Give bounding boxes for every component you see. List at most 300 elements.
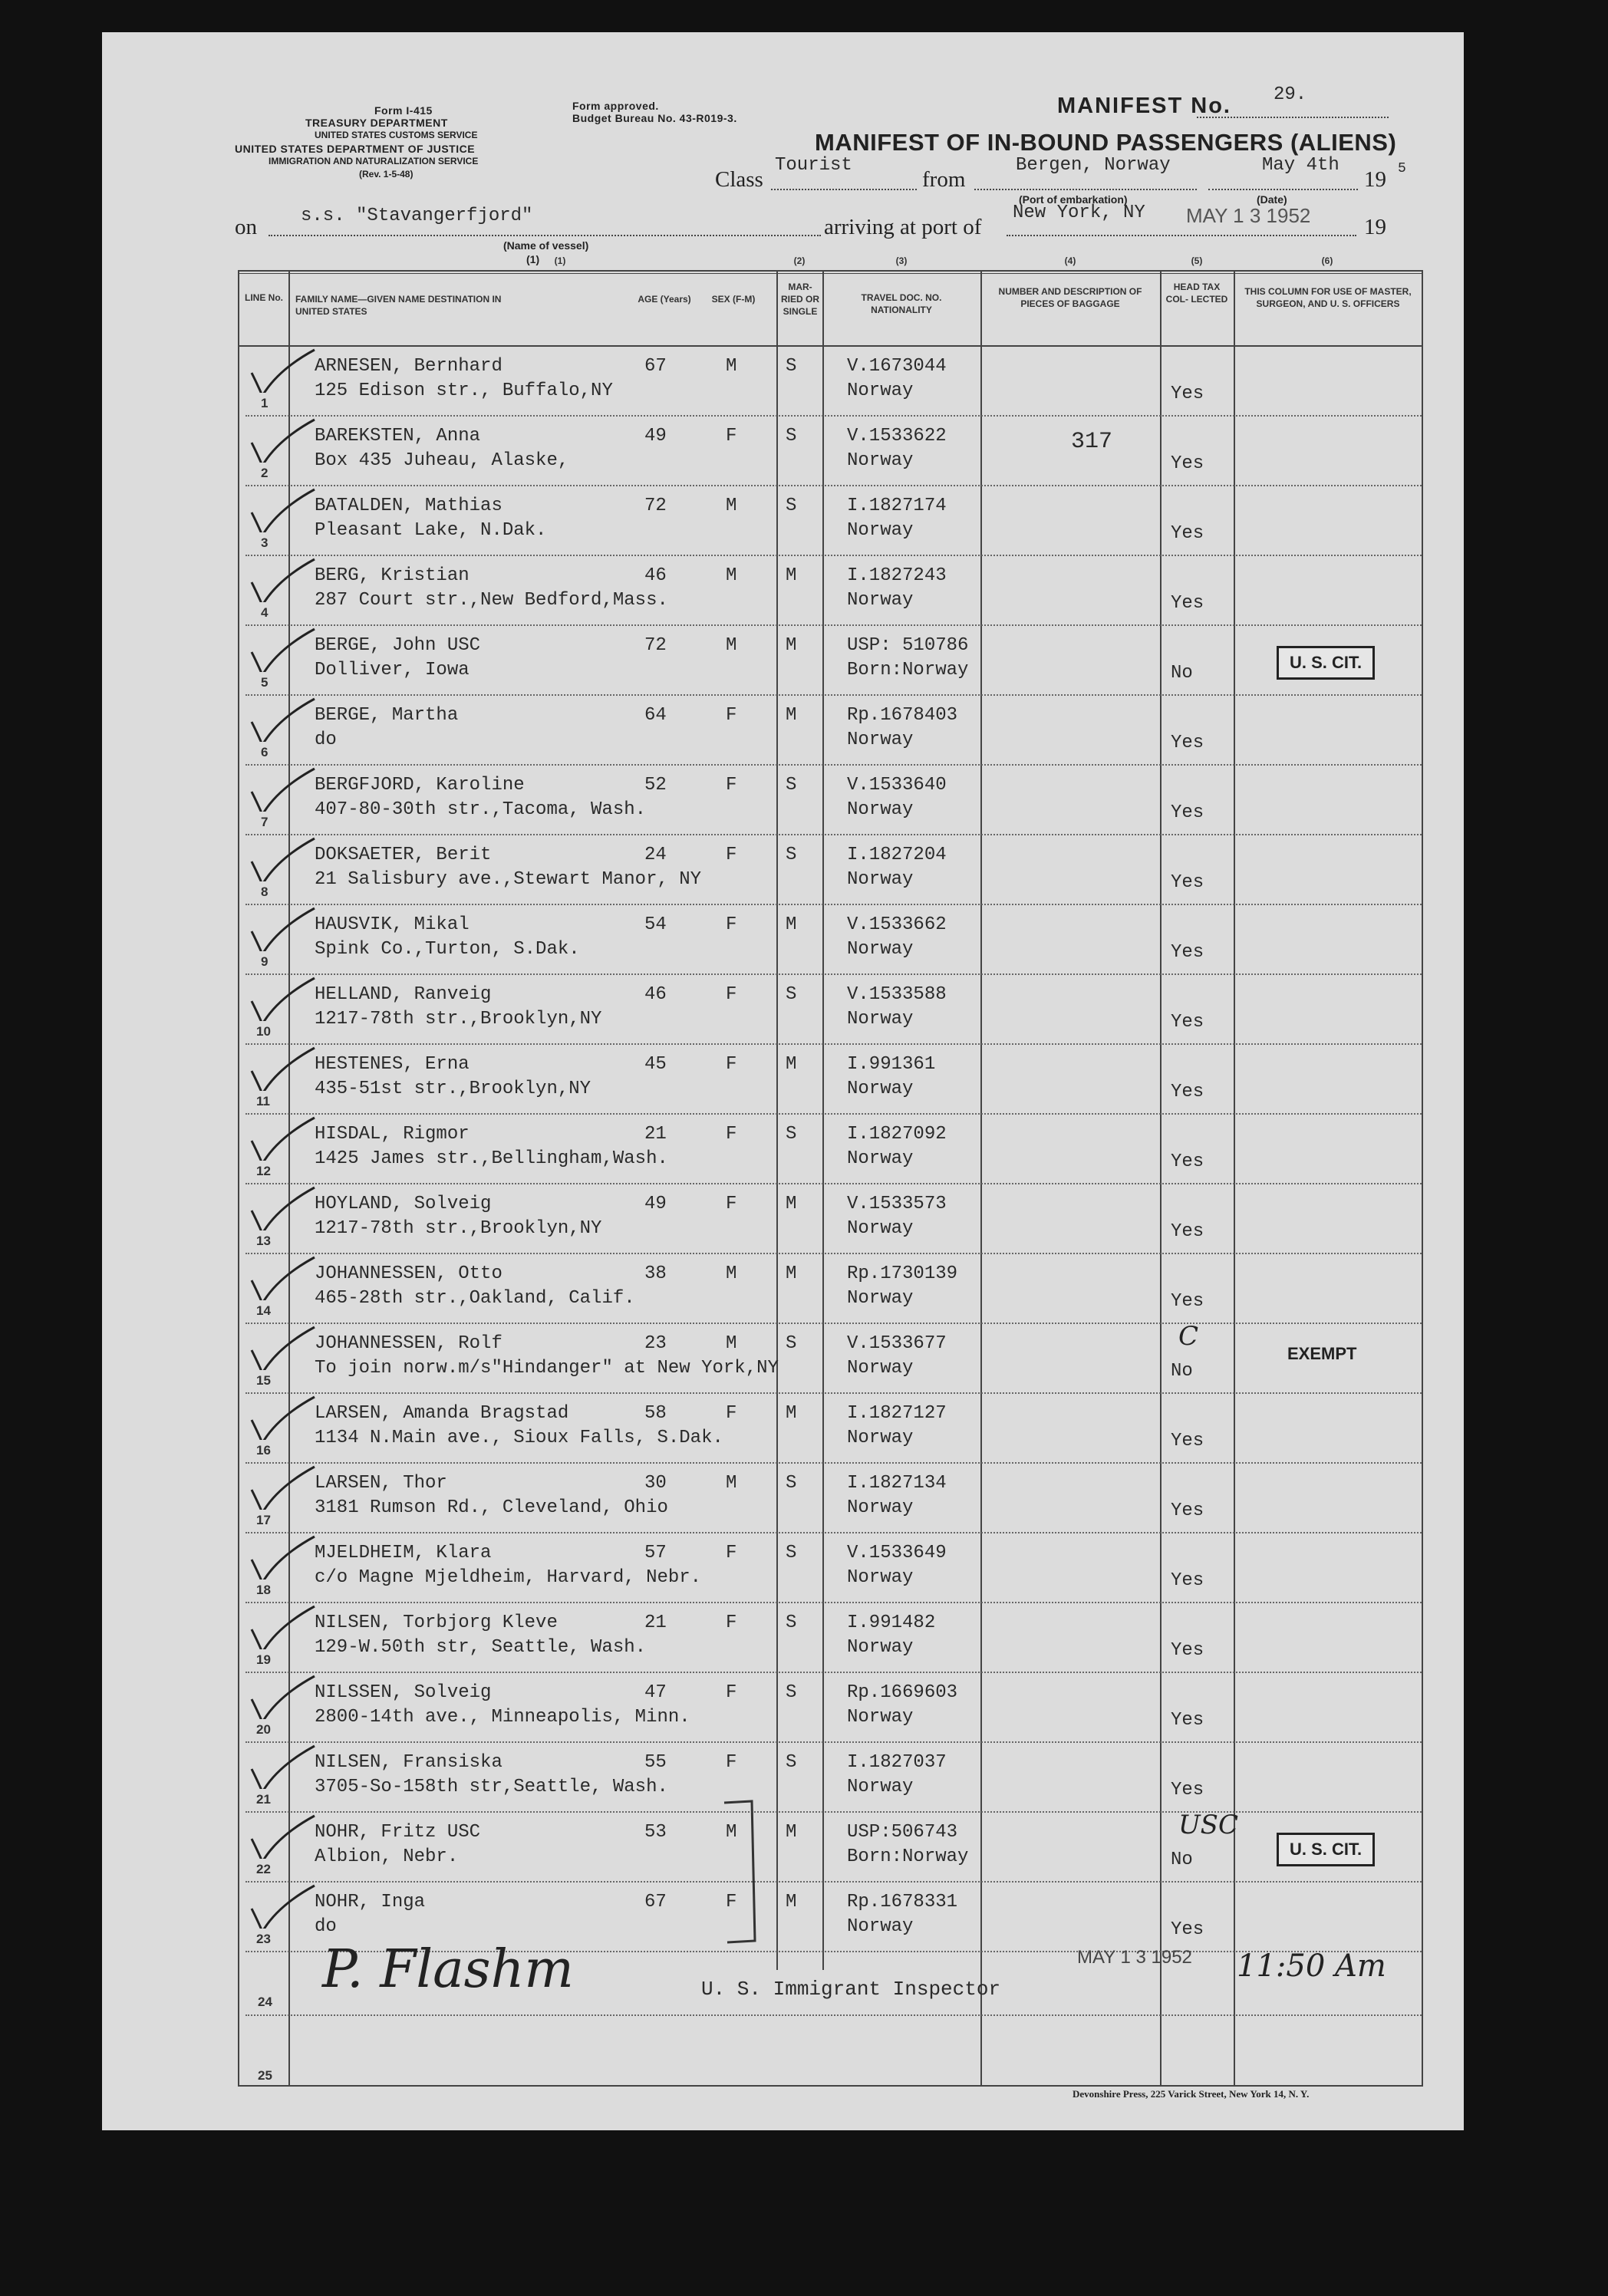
travel-doc-number: I.1827037 (847, 1752, 947, 1773)
line-number: 8 (261, 884, 269, 899)
passenger-nationality: Norway (847, 1218, 914, 1239)
travel-doc-number: V.1533649 (847, 1543, 947, 1563)
passenger-row (238, 345, 1423, 415)
passenger-nationality: Norway (847, 1358, 914, 1379)
passenger-destination: 2800-14th ave., Minneapolis, Minn. (315, 1707, 690, 1728)
passenger-destination: 287 Court str.,New Bedford,Mass. (315, 590, 668, 611)
passenger-sex: F (726, 1054, 737, 1075)
passenger-nationality: Norway (847, 869, 914, 890)
inspection-time: 11:50 Am (1237, 1948, 1386, 1984)
passenger-name: HISDAL, Rigmor (315, 1124, 470, 1145)
passenger-name: HAUSVIK, Mikal (315, 914, 470, 935)
passenger-age: 67 (644, 1892, 667, 1912)
passenger-row (238, 1113, 1423, 1183)
passenger-name: NOHR, Fritz USC (315, 1822, 481, 1843)
travel-doc-number: I.1827243 (847, 565, 947, 586)
passenger-sex: M (726, 1333, 737, 1354)
line-number: 1 (261, 396, 269, 410)
passenger-marital-status: S (786, 426, 797, 446)
table-top-border-2 (238, 273, 1423, 274)
passenger-destination: To join norw.m/s"Hindanger" at New York,NY (315, 1358, 779, 1379)
passenger-name: JOHANNESSEN, Otto (315, 1263, 502, 1284)
travel-doc-number: V.1533573 (847, 1194, 947, 1214)
passenger-nationality: Norway (847, 1637, 914, 1658)
passenger-destination: 129-W.50th str, Seattle, Wash. (315, 1637, 647, 1658)
immigration-service: IMMIGRATION AND NATURALIZATION SERVICE (269, 156, 479, 166)
manifest-no-label: MANIFEST No. (1057, 94, 1231, 118)
passenger-row (238, 1741, 1423, 1811)
vessel-underline (269, 235, 821, 236)
passenger-marital-status: S (786, 356, 797, 377)
passenger-name: HOYLAND, Solveig (315, 1194, 492, 1214)
passenger-row (238, 555, 1423, 624)
passenger-marital-status: M (786, 1054, 797, 1075)
check-mark-icon (247, 975, 316, 1021)
line-number: 16 (256, 1443, 271, 1458)
travel-doc-number: I.1827134 (847, 1473, 947, 1494)
year-label: 19 (1364, 167, 1386, 192)
passenger-row (238, 694, 1423, 764)
passenger-age: 47 (644, 1682, 667, 1703)
header-line-no: LINE No. (245, 292, 283, 303)
passenger-age: 21 (644, 1612, 667, 1633)
customs-service: UNITED STATES CUSTOMS SERVICE (315, 130, 478, 140)
passenger-marital-status: S (786, 775, 797, 796)
check-mark-icon (247, 1603, 316, 1649)
head-tax-collected: Yes (1171, 1500, 1204, 1521)
head-tax-collected: Yes (1171, 1151, 1204, 1172)
col-num-1: (1) (554, 255, 566, 266)
passenger-age: 67 (644, 356, 667, 377)
line-number: 2 (261, 466, 269, 480)
check-mark-icon (247, 835, 316, 881)
passenger-destination: 1425 James str.,Bellingham,Wash. (315, 1148, 668, 1169)
line-number: 17 (256, 1513, 271, 1527)
table-top-border (238, 270, 1423, 272)
check-mark-icon (247, 1673, 316, 1719)
passenger-sex: F (726, 426, 737, 446)
passenger-age: 46 (644, 565, 667, 586)
passenger-nationality: Norway (847, 520, 914, 541)
passenger-name: NOHR, Inga (315, 1892, 426, 1912)
class-label: Class (715, 167, 763, 192)
passenger-row (238, 973, 1423, 1043)
passenger-marital-status: S (786, 1333, 797, 1354)
passenger-marital-status: S (786, 1473, 797, 1494)
passenger-sex: F (726, 1752, 737, 1773)
check-mark-icon (247, 1743, 316, 1789)
line-number: 21 (256, 1792, 271, 1807)
check-mark-icon (247, 1324, 316, 1370)
passenger-destination: 3181 Rumson Rd., Cleveland, Ohio (315, 1497, 668, 1518)
passenger-destination: Pleasant Lake, N.Dak. (315, 520, 547, 541)
travel-doc-number: I.991361 (847, 1054, 936, 1075)
passenger-row (238, 1253, 1423, 1323)
passenger-row (238, 1462, 1423, 1532)
line-number: 19 (256, 1652, 271, 1667)
passenger-destination: 435-51st str.,Brooklyn,NY (315, 1079, 591, 1099)
passenger-sex: M (726, 496, 737, 516)
passenger-destination: Dolliver, Iowa (315, 660, 470, 680)
travel-doc-number: Rp.1678331 (847, 1892, 958, 1912)
line-number: 13 (256, 1234, 271, 1248)
passenger-sex: F (726, 775, 737, 796)
passenger-row (238, 834, 1423, 904)
from-label: from (922, 167, 966, 192)
passenger-row (238, 415, 1423, 485)
travel-doc-number: V.1533677 (847, 1333, 947, 1354)
table-bottom-border (238, 2085, 1423, 2087)
passenger-marital-status: S (786, 984, 797, 1005)
col-num-2: (2) (793, 255, 806, 266)
on-label: on (235, 215, 257, 239)
passenger-sex: M (726, 1263, 737, 1284)
check-mark-icon (247, 417, 316, 463)
check-mark-icon (247, 696, 316, 742)
travel-doc-number: V.1533662 (847, 914, 947, 935)
check-mark-icon (247, 1394, 316, 1440)
passenger-sex: M (726, 356, 737, 377)
travel-doc-number: I.1827092 (847, 1124, 947, 1145)
check-mark-icon (247, 1813, 316, 1859)
passenger-destination: 407-80-30th str.,Tacoma, Wash. (315, 799, 647, 820)
revision: (Rev. 1-5-48) (359, 169, 414, 180)
travel-doc-number: I.1827204 (847, 845, 947, 865)
head-tax-collected: Yes (1171, 1431, 1204, 1451)
passenger-age: 52 (644, 775, 667, 796)
travel-doc-number: USP: 510786 (847, 635, 969, 656)
treasury-dept: TREASURY DEPARTMENT (305, 117, 448, 129)
passenger-nationality: Norway (847, 1497, 914, 1518)
travel-doc-number: I.991482 (847, 1612, 936, 1633)
passenger-marital-status: S (786, 1124, 797, 1145)
passenger-marital-status: M (786, 1822, 797, 1843)
passenger-age: 57 (644, 1543, 667, 1563)
passenger-name: BERGE, John USC (315, 635, 481, 656)
passenger-sex: M (726, 1473, 737, 1494)
header-travel-doc: TRAVEL DOC. NO. NATIONALITY (861, 292, 942, 315)
head-tax-collected: Yes (1171, 802, 1204, 823)
passenger-nationality: Norway (847, 1148, 914, 1169)
head-tax-collected: Yes (1171, 942, 1204, 963)
passenger-destination: 3705-So-158th str,Seattle, Wash. (315, 1777, 668, 1797)
passenger-row (238, 1532, 1423, 1602)
header-sex: SEX (F-M) (711, 294, 756, 305)
passenger-age: 72 (644, 635, 667, 656)
manifest-no-underline (1197, 117, 1389, 118)
head-tax-collected: Yes (1171, 384, 1204, 404)
passenger-marital-status: M (786, 705, 797, 726)
inspector-signature: P. Flashm (322, 1939, 574, 2000)
passenger-nationality: Norway (847, 590, 914, 611)
port-embark-caption: (Port of embarkation) (1019, 193, 1128, 206)
passenger-name: HELLAND, Ranveig (315, 984, 492, 1005)
line-number-25: 25 (258, 2068, 272, 2083)
passenger-nationality: Norway (847, 1009, 914, 1029)
check-mark-icon (247, 1254, 316, 1300)
passenger-sex: M (726, 1822, 737, 1843)
line-number: 20 (256, 1722, 271, 1737)
header-name: FAMILY NAME—GIVEN NAME DESTINATION IN UNITED STATES (295, 294, 502, 317)
passenger-nationality: Norway (847, 450, 914, 471)
head-tax-collected: Yes (1171, 1291, 1204, 1312)
line-number: 14 (256, 1303, 271, 1318)
passenger-nationality: Norway (847, 1288, 914, 1309)
col-num-6: (6) (1321, 255, 1333, 266)
passenger-row (238, 1323, 1423, 1392)
passenger-name: BATALDEN, Mathias (315, 496, 502, 516)
passenger-destination: c/o Magne Mjeldheim, Harvard, Nebr. (315, 1567, 702, 1588)
us-citizen-stamp: U. S. CIT. (1277, 1833, 1375, 1866)
line-number: 10 (256, 1024, 271, 1039)
passenger-destination: 125 Edison str., Buffalo,NY (315, 380, 613, 401)
col-num-3: (3) (895, 255, 908, 266)
head-tax-collected: Yes (1171, 872, 1204, 893)
check-mark-icon (247, 1464, 316, 1510)
embark-port: Bergen, Norway (1016, 155, 1171, 176)
passenger-age: 64 (644, 705, 667, 726)
class-value: Tourist (775, 155, 852, 176)
arriving-label: arriving at port of (824, 215, 982, 239)
passenger-name: BAREKSTEN, Anna (315, 426, 481, 446)
line-number: 11 (256, 1094, 270, 1108)
year-suffix: 5 (1398, 161, 1406, 176)
check-mark-icon (247, 486, 316, 532)
line-number: 6 (261, 745, 269, 759)
passenger-marital-status: S (786, 1543, 797, 1563)
travel-doc-number: Rp.1678403 (847, 705, 958, 726)
travel-doc-number: V.1533622 (847, 426, 947, 446)
passenger-name: LARSEN, Amanda Bragstad (315, 1403, 569, 1424)
travel-doc-number: Rp.1669603 (847, 1682, 958, 1703)
passenger-age: 53 (644, 1822, 667, 1843)
passenger-nationality: Norway (847, 1079, 914, 1099)
travel-doc-number: V.1533588 (847, 984, 947, 1005)
passenger-sex: F (726, 914, 737, 935)
passenger-nationality: Norway (847, 1916, 914, 1937)
passenger-sex: F (726, 845, 737, 865)
passenger-destination: 465-28th str.,Oakland, Calif. (315, 1288, 635, 1309)
passenger-sex: F (726, 1194, 737, 1214)
passenger-nationality: Norway (847, 380, 914, 401)
passenger-age: 58 (644, 1403, 667, 1424)
passenger-marital-status: S (786, 845, 797, 865)
passenger-nationality: Norway (847, 1428, 914, 1448)
passenger-age: 49 (644, 1194, 667, 1214)
passenger-marital-status: S (786, 1752, 797, 1773)
justice-dept: UNITED STATES DEPARTMENT OF JUSTICE (235, 143, 476, 155)
travel-doc-number: V.1673044 (847, 356, 947, 377)
row-divider (245, 2014, 1422, 2016)
check-mark-icon (247, 1115, 316, 1161)
passenger-destination: do (315, 1916, 337, 1937)
head-tax-collected: Yes (1171, 733, 1204, 753)
us-citizen-stamp: U. S. CIT. (1277, 646, 1375, 680)
passenger-nationality: Norway (847, 1567, 914, 1588)
head-tax-collected: No (1171, 1850, 1193, 1870)
manifest-no: 29. (1274, 84, 1307, 105)
passenger-marital-status: M (786, 1892, 797, 1912)
date-underline (1208, 189, 1358, 190)
col-num-5: (5) (1191, 255, 1203, 266)
passenger-age: 30 (644, 1473, 667, 1494)
header-age: AGE (Years) (638, 294, 691, 305)
page-title: MANIFEST OF IN-BOUND PASSENGERS (ALIENS) (815, 129, 1397, 156)
form-number: Form I-415 (374, 104, 433, 117)
head-tax-collected: Yes (1171, 1640, 1204, 1661)
head-tax-collected: Yes (1171, 1780, 1204, 1800)
vessel-col-number: (1) (526, 253, 540, 265)
passenger-nationality: Born:Norway (847, 660, 969, 680)
check-mark-icon (247, 766, 316, 812)
line-number: 12 (256, 1164, 271, 1178)
passenger-name: JOHANNESSEN, Rolf (315, 1333, 502, 1354)
vessel-caption: (Name of vessel) (503, 239, 589, 252)
passenger-name: NILSEN, Fransiska (315, 1752, 502, 1773)
passenger-marital-status: M (786, 565, 797, 586)
passenger-marital-status: S (786, 1682, 797, 1703)
passenger-name: ARNESEN, Bernhard (315, 356, 502, 377)
passenger-row (238, 904, 1423, 973)
check-mark-icon (247, 1883, 316, 1929)
passenger-nationality: Norway (847, 1707, 914, 1728)
passenger-sex: M (726, 565, 737, 586)
passenger-row (238, 764, 1423, 834)
header-married: MAR- RIED OR SINGLE (780, 282, 819, 317)
passenger-sex: F (726, 1682, 737, 1703)
head-tax-collected: Yes (1171, 1710, 1204, 1731)
passenger-destination: 1217-78th str.,Brooklyn,NY (315, 1009, 602, 1029)
passenger-name: BERG, Kristian (315, 565, 470, 586)
line-number: 5 (261, 675, 269, 690)
passenger-name: BERGFJORD, Karoline (315, 775, 525, 796)
line-number: 9 (261, 954, 269, 969)
budget-bureau: Budget Bureau No. 43-R019-3. (572, 112, 737, 124)
line-number: 18 (256, 1583, 271, 1597)
line-number: 3 (261, 535, 269, 550)
head-tax-handwritten-mark: USC (1178, 1810, 1238, 1840)
passenger-row (238, 1392, 1423, 1462)
line-number: 23 (256, 1932, 271, 1946)
travel-doc-number: I.1827174 (847, 496, 947, 516)
head-tax-collected: Yes (1171, 1012, 1204, 1033)
passenger-sex: F (726, 1403, 737, 1424)
passenger-marital-status: M (786, 1194, 797, 1214)
passenger-row (238, 485, 1423, 555)
check-mark-icon (247, 347, 316, 393)
check-mark-icon (247, 1184, 316, 1230)
passenger-age: 72 (644, 496, 667, 516)
passenger-name: BERGE, Martha (315, 705, 459, 726)
passenger-row (238, 624, 1423, 694)
travel-doc-number: I.1827127 (847, 1403, 947, 1424)
header-officers: THIS COLUMN FOR USE OF MASTER, SURGEON, AND U. S. OFFICERS (1244, 286, 1412, 309)
vessel-name: s.s. "Stavangerfjord" (301, 206, 533, 226)
line-number: 4 (261, 605, 269, 620)
passenger-nationality: Born:Norway (847, 1846, 969, 1867)
passenger-marital-status: M (786, 1263, 797, 1284)
form-approved: Form approved. (572, 100, 659, 112)
arrival-date-stamp: MAY 1 3 1952 (1186, 204, 1311, 227)
passenger-name: MJELDHEIM, Klara (315, 1543, 492, 1563)
check-mark-icon (247, 1533, 316, 1580)
check-mark-icon (247, 1045, 316, 1091)
head-tax-collected: Yes (1171, 1919, 1204, 1940)
arrival-underline (1007, 235, 1356, 236)
year-label-2: 19 (1364, 215, 1386, 239)
passenger-sex: M (726, 635, 737, 656)
passenger-name: NILSEN, Torbjorg Kleve (315, 1612, 558, 1633)
passenger-sex: F (726, 1124, 737, 1145)
passenger-sex: F (726, 1612, 737, 1633)
check-mark-icon (247, 905, 316, 951)
passenger-age: 54 (644, 914, 667, 935)
header-baggage: NUMBER AND DESCRIPTION OF PIECES OF BAGGAGE (998, 286, 1142, 309)
check-mark-icon (247, 556, 316, 602)
passenger-age: 49 (644, 426, 667, 446)
passenger-age: 21 (644, 1124, 667, 1145)
inspector-title: U. S. Immigrant Inspector (701, 1978, 1001, 2001)
passenger-marital-status: S (786, 496, 797, 516)
passenger-name: LARSEN, Thor (315, 1473, 447, 1494)
head-tax-collected: Yes (1171, 1570, 1204, 1591)
passenger-row (238, 1672, 1423, 1741)
passenger-name: NILSSEN, Solveig (315, 1682, 492, 1703)
embark-underline (974, 189, 1197, 190)
exempt-stamp: EXEMPT (1287, 1344, 1357, 1363)
check-mark-icon (247, 626, 316, 672)
passenger-age: 23 (644, 1333, 667, 1354)
passenger-age: 38 (644, 1263, 667, 1284)
passenger-marital-status: M (786, 1403, 797, 1424)
passenger-marital-status: M (786, 914, 797, 935)
head-tax-handwritten-mark: C (1178, 1321, 1199, 1352)
line-number: 22 (256, 1862, 271, 1876)
passenger-row (238, 1811, 1423, 1881)
passenger-destination: do (315, 730, 337, 750)
head-tax-collected: Yes (1171, 1221, 1204, 1242)
arrival-port: New York, NY (1013, 203, 1145, 223)
passenger-destination: Box 435 Juheau, Alaske, (315, 450, 569, 471)
passenger-nationality: Norway (847, 1777, 914, 1797)
embark-date: May 4th (1262, 155, 1339, 176)
baggage-count: 317 (1071, 429, 1113, 455)
passenger-destination: Albion, Nebr. (315, 1846, 459, 1867)
col-num-4: (4) (1064, 255, 1076, 266)
passenger-age: 46 (644, 984, 667, 1005)
head-tax-collected: Yes (1171, 593, 1204, 614)
passenger-destination: 1217-78th str.,Brooklyn,NY (315, 1218, 602, 1239)
passenger-sex: F (726, 1543, 737, 1563)
passenger-sex: F (726, 984, 737, 1005)
passenger-age: 24 (644, 845, 667, 865)
head-tax-collected: Yes (1171, 453, 1204, 474)
header-head-tax: HEAD TAX COL- LECTED (1165, 282, 1228, 305)
passenger-marital-status: M (786, 635, 797, 656)
passenger-age: 55 (644, 1752, 667, 1773)
passenger-name: HESTENES, Erna (315, 1054, 470, 1075)
travel-doc-number: USP:506743 (847, 1822, 958, 1843)
passenger-destination: Spink Co.,Turton, S.Dak. (315, 939, 580, 960)
date-caption: (Date) (1257, 193, 1287, 206)
head-tax-collected: Yes (1171, 1082, 1204, 1102)
passenger-nationality: Norway (847, 939, 914, 960)
passenger-destination: 1134 N.Main ave., Sioux Falls, S.Dak. (315, 1428, 723, 1448)
head-tax-collected: No (1171, 1361, 1193, 1382)
class-underline (771, 189, 917, 190)
inspection-date-stamp: MAY 1 3 1952 (1077, 1947, 1192, 1968)
passenger-row (238, 1043, 1423, 1113)
